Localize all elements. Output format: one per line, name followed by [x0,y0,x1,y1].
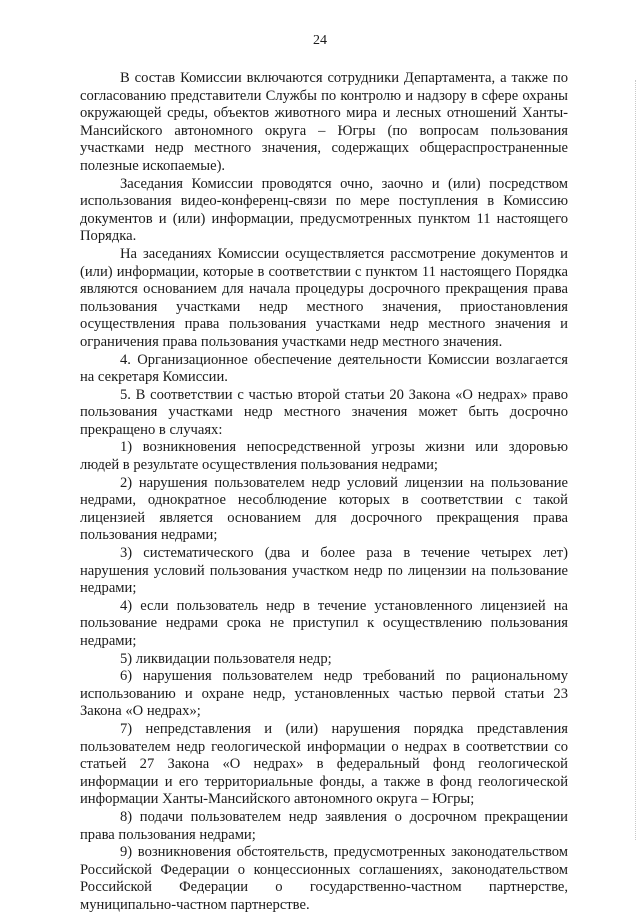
list-item-3: 3) систематического (два и более раза в течение четырех лет) нарушения условий пользования участком недр по лицензии на пользование недрами; [80,545,568,597]
paragraph-item-5: 5. В соответствии с частью второй статьи 20 Закона «О недрах» право пользования участками недр местного значения может быть досрочно прекращено в случаях: [80,386,568,438]
list-item-2: 2) нарушения пользователем недр условий лицензии на пользование недрами, однократное несоблюдение которых в соответствии с такой лицензией является основанием для досрочного прекращения права пользования недрами; [80,474,568,544]
list-item-8: 8) подачи пользователем недр заявления о досрочном прекращении права пользования недрами; [80,808,568,843]
paragraph-item-4: 4. Организационное обеспечение деятельности Комиссии возлагается на секретаря Комиссии. [80,351,568,386]
document-body [80,70,568,915]
list-item-4: 4) если пользователь недр в течение установленного лицензией на пользование недрами срока не приступил к осуществлению пользования недрами; [80,597,568,649]
list-item-6: 6) нарушения пользователем недр требований по рациональному использованию и охране недр, установленных частью первой статьи 23 Закона «О недрах»; [80,668,568,720]
paragraph-commission-meetings: Заседания Комиссии проводятся очно, заочно и (или) посредством использования видео-конференц-связи по мере поступления в Комиссию документов и (или) информации, предусмотренных пунктом 11 настоящего Порядка. [80,175,568,245]
list-item-7: 7) непредставления и (или) нарушения порядка представления пользователем недр геологической информации о недрах в соответствии со статьей 27 Закона «О недрах» в федеральный фонд геологической информации и его территориальные фонды, а также в фонд геологической информации Ханты-Мансийского автономного округа – Югры; [80,720,568,808]
page-number: 24 [313,33,327,48]
list-item-9: 9) возникновения обстоятельств, предусмотренных законодательством Российской Федерации о концессионных соглашениях, законодательством Российской Федерации о государственно-частном партнерстве, муниципально-частном партнерстве. [80,844,568,913]
scan-edge-marks [634,80,636,840]
list-item-5: 5) ликвидации пользователя недр; [120,650,332,667]
list-item-1: 1) возникновения непосредственной угрозы жизни или здоровью людей в результате осуществления пользования недрами; [80,439,568,474]
paragraph-commission-review: На заседаниях Комиссии осуществляется рассмотрение документов и (или) информации, которые в соответствии с пунктом 11 настоящего Порядка являются основанием для начала процедуры досрочного прекращения права пользования участками недр местного значения, приостановления осуществления права пользования участками недр местного значения и ограничения права пользования участками недр местного значения. [80,245,568,350]
paragraph-commission-composition: В состав Комиссии включаются сотрудники Департамента, а также по согласованию представители Службы по контролю и надзору в сфере охраны окружающей среды, объектов животного мира и лесных отношений Ханты-Мансийского автономного округа – Югры (по вопросам пользования участками недр местного значения, содержащих общераспространенные полезные ископаемые). [80,70,568,174]
